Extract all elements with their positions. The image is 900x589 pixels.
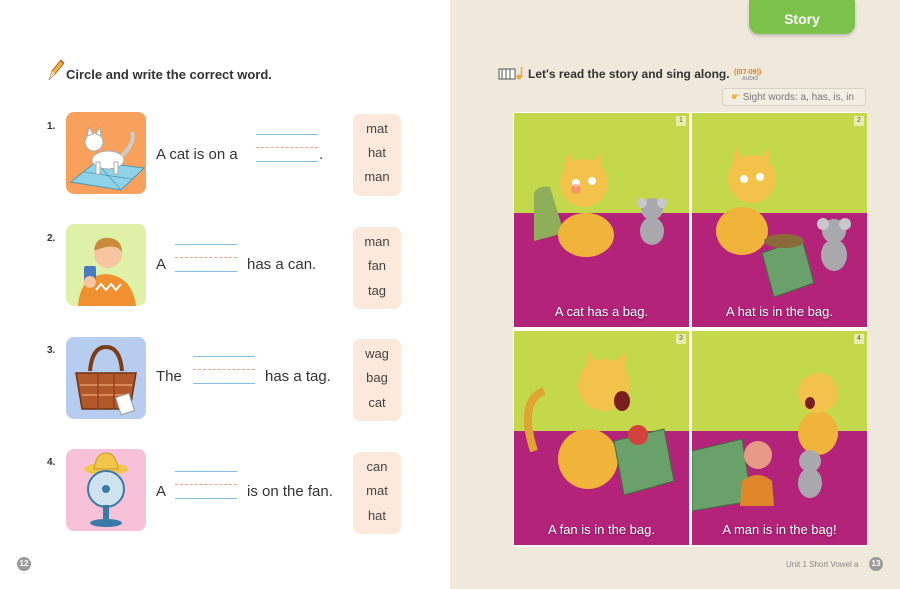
unit-footer: Unit 1 Short Vowel a — [786, 560, 859, 569]
word-option[interactable]: man — [364, 169, 390, 184]
hand-pointer-icon: ☛ — [731, 92, 740, 103]
story-tab[interactable]: Story — [749, 0, 855, 34]
sentence-after: . — [319, 146, 324, 163]
panel-caption: A man is in the bag! — [722, 522, 837, 537]
word-options — [353, 227, 401, 309]
sentence-after: has a tag. — [265, 368, 331, 385]
page-number: 12 — [17, 557, 31, 571]
word-options — [353, 339, 401, 421]
story-panel — [692, 331, 867, 545]
word-option[interactable]: fan — [367, 258, 387, 273]
audio-track-button[interactable] — [734, 69, 761, 82]
story-panel — [514, 113, 689, 327]
sentence-before: A — [156, 256, 167, 273]
item-number: 2. — [47, 233, 56, 244]
answer-blank[interactable] — [175, 244, 237, 272]
panel-number: 3 — [676, 334, 686, 344]
word-options — [353, 452, 401, 534]
page-number: 13 — [869, 557, 883, 571]
word-option[interactable]: wag — [365, 346, 389, 361]
sentence-after: is on the fan. — [247, 483, 333, 500]
answer-blank[interactable] — [175, 471, 237, 499]
music-notes-icon — [498, 65, 524, 81]
hat-in-bag-illustration — [692, 113, 867, 327]
panel-caption: A fan is in the bag. — [548, 522, 655, 537]
sentence-before: The — [156, 368, 182, 385]
word-option[interactable]: bag — [366, 370, 388, 385]
fan-in-bag-illustration — [514, 331, 689, 545]
story-panel — [692, 113, 867, 327]
word-option[interactable]: can — [366, 459, 388, 474]
panel-caption: A cat has a bag. — [554, 304, 649, 319]
word-option[interactable]: tag — [367, 283, 387, 298]
sentence-before: A cat is on a — [156, 146, 238, 163]
word-option[interactable]: hat — [367, 508, 387, 523]
panel-number: 4 — [854, 334, 864, 344]
sentence-after: has a can. — [247, 256, 317, 273]
item-number: 1. — [47, 121, 56, 132]
story-instruction: Let's read the story and sing along. — [528, 67, 730, 81]
panel-caption: A hat is in the bag. — [726, 304, 833, 319]
panel-number: 1 — [676, 116, 686, 126]
answer-blank[interactable] — [193, 356, 255, 384]
item-number: 3. — [47, 345, 56, 356]
bag-with-tag-icon — [66, 337, 146, 419]
exercise-instruction: Circle and write the correct word. — [66, 67, 272, 82]
cat-with-bag-illustration — [514, 113, 689, 327]
sentence-before: A — [156, 483, 167, 500]
man-with-can-icon — [66, 224, 146, 306]
audio-waves-icon: )) — [756, 69, 762, 76]
audio-waves-icon: (( — [734, 69, 739, 76]
word-option[interactable]: cat — [368, 395, 386, 410]
sight-words-text: Sight words: a, has, is, in — [742, 92, 854, 103]
item-number: 4. — [47, 457, 56, 468]
answer-blank[interactable] — [256, 134, 318, 162]
man-in-bag-illustration — [692, 331, 867, 545]
cat-on-mat-icon — [66, 112, 146, 194]
word-option[interactable]: mat — [366, 483, 388, 498]
panel-number: 2 — [854, 116, 864, 126]
word-options — [353, 114, 401, 196]
pencil-icon — [46, 58, 64, 82]
hat-on-fan-icon — [66, 449, 146, 531]
word-option[interactable]: mat — [366, 121, 388, 136]
word-option[interactable]: man — [364, 234, 390, 249]
word-option[interactable]: hat — [367, 145, 387, 160]
audio-track-label: 07-09 — [738, 69, 757, 76]
story-panel — [514, 331, 689, 545]
sight-words-box — [722, 88, 866, 106]
audio-sub-label: AUDIO — [742, 76, 759, 82]
